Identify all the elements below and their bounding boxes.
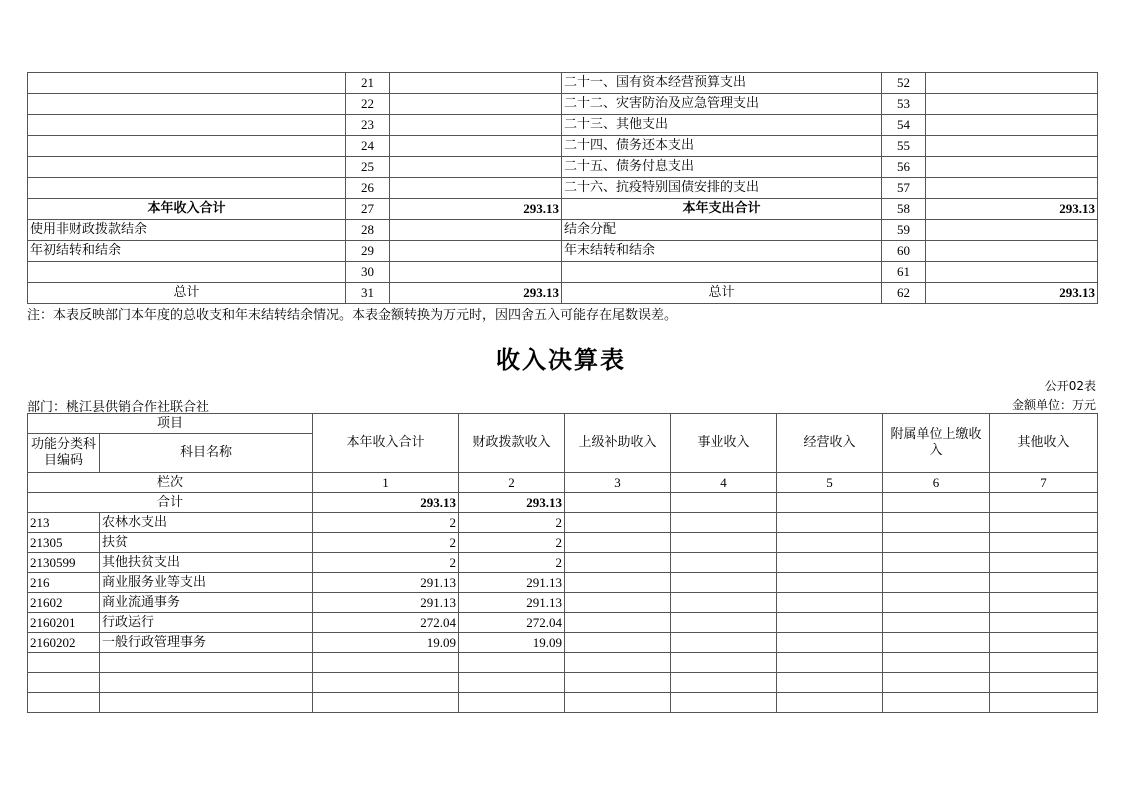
right-label: 总计 <box>562 283 882 304</box>
row-value <box>565 693 671 713</box>
total-row <box>28 493 1098 513</box>
col-number: 4 <box>671 473 777 493</box>
right-no: 52 <box>882 73 926 94</box>
row-value <box>990 553 1098 573</box>
row-value <box>883 533 990 553</box>
department-label: 部门：桃江县供销合作社联合社 <box>27 400 210 415</box>
row-value <box>883 653 990 673</box>
left-label <box>28 157 346 178</box>
col-number: 1 <box>313 473 459 493</box>
row-code: 2160202 <box>28 633 100 653</box>
table-row <box>28 73 1098 94</box>
row-value <box>777 633 883 653</box>
table-row <box>28 693 1098 713</box>
left-no: 21 <box>346 73 390 94</box>
total-value <box>990 493 1098 513</box>
row-value <box>671 673 777 693</box>
left-no: 28 <box>346 220 390 241</box>
right-label: 本年支出合计 <box>562 199 882 220</box>
row-value <box>777 553 883 573</box>
left-label <box>28 73 346 94</box>
table-row <box>28 220 1098 241</box>
right-label: 二十一、国有资本经营预算支出 <box>562 73 882 94</box>
row-code: 2130599 <box>28 553 100 573</box>
left-no: 27 <box>346 199 390 220</box>
total-label: 合计 <box>28 493 313 513</box>
row-value <box>883 553 990 573</box>
row-value <box>313 693 459 713</box>
row-value: 19.09 <box>313 633 459 653</box>
left-value: 293.13 <box>390 199 562 220</box>
income-table <box>27 413 1098 713</box>
left-value: 293.13 <box>390 283 562 304</box>
row-value <box>565 613 671 633</box>
row-value <box>313 673 459 693</box>
header-col-1: 本年收入合计 <box>313 414 459 473</box>
unit-label: 金额单位：万元 <box>1011 398 1096 412</box>
row-value <box>671 653 777 673</box>
row-value <box>777 533 883 553</box>
left-label: 年初结转和结余 <box>28 241 346 262</box>
table-row <box>28 633 1098 653</box>
table-row <box>28 94 1098 115</box>
row-value <box>883 613 990 633</box>
row-code <box>28 653 100 673</box>
right-no: 55 <box>882 136 926 157</box>
left-value <box>390 262 562 283</box>
row-value: 2 <box>459 553 565 573</box>
header-row <box>28 414 1098 434</box>
row-value <box>313 653 459 673</box>
row-value <box>671 613 777 633</box>
table-row <box>28 283 1098 304</box>
left-value <box>390 157 562 178</box>
row-value <box>565 573 671 593</box>
row-value: 291.13 <box>313 573 459 593</box>
row-value <box>565 533 671 553</box>
table-row <box>28 157 1098 178</box>
row-value <box>990 513 1098 533</box>
table-code: 公开02表 <box>1044 379 1096 393</box>
row-value: 272.04 <box>313 613 459 633</box>
row-value <box>990 673 1098 693</box>
total-value: 293.13 <box>313 493 459 513</box>
right-value: 293.13 <box>926 199 1098 220</box>
header-col-5: 经营收入 <box>777 414 883 473</box>
right-value <box>926 115 1098 136</box>
right-label: 二十四、债务还本支出 <box>562 136 882 157</box>
row-value: 2 <box>313 513 459 533</box>
right-label <box>562 262 882 283</box>
row-value <box>459 693 565 713</box>
right-label: 二十二、灾害防治及应急管理支出 <box>562 94 882 115</box>
row-name: 农林水支出 <box>100 513 313 533</box>
right-value <box>926 73 1098 94</box>
left-value <box>390 241 562 262</box>
left-no: 31 <box>346 283 390 304</box>
row-code <box>28 673 100 693</box>
header-func-code: 功能分类科目编码 <box>28 434 100 473</box>
right-no: 57 <box>882 178 926 199</box>
summary-table <box>27 72 1098 304</box>
left-no: 24 <box>346 136 390 157</box>
row-value <box>883 573 990 593</box>
row-value: 272.04 <box>459 613 565 633</box>
row-value <box>565 513 671 533</box>
table-row <box>28 513 1098 533</box>
row-value <box>883 593 990 613</box>
right-no: 60 <box>882 241 926 262</box>
total-value <box>671 493 777 513</box>
left-label <box>28 94 346 115</box>
left-no: 30 <box>346 262 390 283</box>
table-row <box>28 178 1098 199</box>
right-no: 53 <box>882 94 926 115</box>
row-value <box>671 533 777 553</box>
row-value <box>777 573 883 593</box>
col-number: 3 <box>565 473 671 493</box>
row-value <box>883 693 990 713</box>
row-code: 21602 <box>28 593 100 613</box>
row-value <box>990 593 1098 613</box>
row-value <box>777 613 883 633</box>
left-value <box>390 115 562 136</box>
row-code <box>28 693 100 713</box>
row-name <box>100 653 313 673</box>
row-name <box>100 693 313 713</box>
right-value <box>926 262 1098 283</box>
row-value: 2 <box>313 533 459 553</box>
row-value <box>883 513 990 533</box>
row-value <box>777 593 883 613</box>
left-no: 22 <box>346 94 390 115</box>
left-value <box>390 94 562 115</box>
left-value <box>390 73 562 94</box>
header-col-6: 附属单位上缴收入 <box>883 414 990 473</box>
row-value <box>565 673 671 693</box>
left-label <box>28 115 346 136</box>
row-value <box>777 653 883 673</box>
left-label <box>28 136 346 157</box>
right-value <box>926 136 1098 157</box>
header-item: 项目 <box>28 414 313 434</box>
left-no: 23 <box>346 115 390 136</box>
row-value <box>990 693 1098 713</box>
row-value <box>671 593 777 613</box>
right-no: 56 <box>882 157 926 178</box>
row-value <box>990 633 1098 653</box>
row-name: 商业流通事务 <box>100 593 313 613</box>
table-row <box>28 613 1098 633</box>
col-number: 2 <box>459 473 565 493</box>
total-value <box>777 493 883 513</box>
row-name <box>100 673 313 693</box>
left-value <box>390 220 562 241</box>
row-value <box>671 573 777 593</box>
col-number: 6 <box>883 473 990 493</box>
table-row <box>28 593 1098 613</box>
col-number: 5 <box>777 473 883 493</box>
header-col-2: 财政拨款收入 <box>459 414 565 473</box>
table-row <box>28 199 1098 220</box>
right-value: 293.13 <box>926 283 1098 304</box>
row-name: 其他扶贫支出 <box>100 553 313 573</box>
row-value <box>883 633 990 653</box>
row-index-label: 栏次 <box>28 473 313 493</box>
header-col-3: 上级补助收入 <box>565 414 671 473</box>
right-no: 58 <box>882 199 926 220</box>
row-value <box>671 513 777 533</box>
row-value <box>990 613 1098 633</box>
row-value <box>990 533 1098 553</box>
right-label: 二十六、抗疫特别国债安排的支出 <box>562 178 882 199</box>
row-name: 一般行政管理事务 <box>100 633 313 653</box>
left-label: 本年收入合计 <box>28 199 346 220</box>
right-label: 二十五、债务付息支出 <box>562 157 882 178</box>
table-row <box>28 653 1098 673</box>
col-number: 7 <box>990 473 1098 493</box>
row-value <box>671 693 777 713</box>
row-value <box>883 673 990 693</box>
row-code: 216 <box>28 573 100 593</box>
row-value <box>777 513 883 533</box>
table-row <box>28 115 1098 136</box>
row-code: 21305 <box>28 533 100 553</box>
table-row <box>28 136 1098 157</box>
row-value: 19.09 <box>459 633 565 653</box>
index-row <box>28 473 1098 493</box>
right-no: 54 <box>882 115 926 136</box>
row-value <box>990 653 1098 673</box>
right-no: 61 <box>882 262 926 283</box>
right-no: 59 <box>882 220 926 241</box>
row-value <box>990 573 1098 593</box>
row-value: 2 <box>459 533 565 553</box>
table-row <box>28 262 1098 283</box>
header-col-7: 其他收入 <box>990 414 1098 473</box>
total-value <box>883 493 990 513</box>
right-value <box>926 241 1098 262</box>
total-value <box>565 493 671 513</box>
row-value: 2 <box>313 553 459 573</box>
row-value <box>777 673 883 693</box>
table-row <box>28 241 1098 262</box>
row-name: 扶贫 <box>100 533 313 553</box>
left-value <box>390 136 562 157</box>
row-value: 291.13 <box>459 573 565 593</box>
row-value <box>459 653 565 673</box>
right-label: 年末结转和结余 <box>562 241 882 262</box>
table-row <box>28 573 1098 593</box>
row-value: 2 <box>459 513 565 533</box>
right-label: 结余分配 <box>562 220 882 241</box>
page-title: 收入决算表 <box>496 346 626 374</box>
header-subject-name: 科目名称 <box>100 434 313 473</box>
table-row <box>28 553 1098 573</box>
table-row <box>28 533 1098 553</box>
right-value <box>926 94 1098 115</box>
row-value: 291.13 <box>459 593 565 613</box>
row-value: 291.13 <box>313 593 459 613</box>
left-no: 25 <box>346 157 390 178</box>
right-value <box>926 220 1098 241</box>
row-name: 商业服务业等支出 <box>100 573 313 593</box>
left-label <box>28 178 346 199</box>
row-value <box>565 553 671 573</box>
right-label: 二十三、其他支出 <box>562 115 882 136</box>
total-value: 293.13 <box>459 493 565 513</box>
row-value <box>777 693 883 713</box>
row-value <box>565 633 671 653</box>
left-no: 29 <box>346 241 390 262</box>
left-label: 使用非财政拨款结余 <box>28 220 346 241</box>
row-value <box>671 633 777 653</box>
row-code: 2160201 <box>28 613 100 633</box>
row-name: 行政运行 <box>100 613 313 633</box>
row-code: 213 <box>28 513 100 533</box>
header-col-4: 事业收入 <box>671 414 777 473</box>
table-row <box>28 673 1098 693</box>
right-value <box>926 178 1098 199</box>
right-value <box>926 157 1098 178</box>
right-no: 62 <box>882 283 926 304</box>
table-note: 注：本表反映部门本年度的总收支和年末结转结余情况。本表金额转换为万元时，因四舍五入可能存在尾数误差。 <box>27 308 678 323</box>
left-label <box>28 262 346 283</box>
left-label: 总计 <box>28 283 346 304</box>
row-value <box>671 553 777 573</box>
row-value <box>459 673 565 693</box>
row-value <box>565 593 671 613</box>
left-value <box>390 178 562 199</box>
row-value <box>565 653 671 673</box>
left-no: 26 <box>346 178 390 199</box>
